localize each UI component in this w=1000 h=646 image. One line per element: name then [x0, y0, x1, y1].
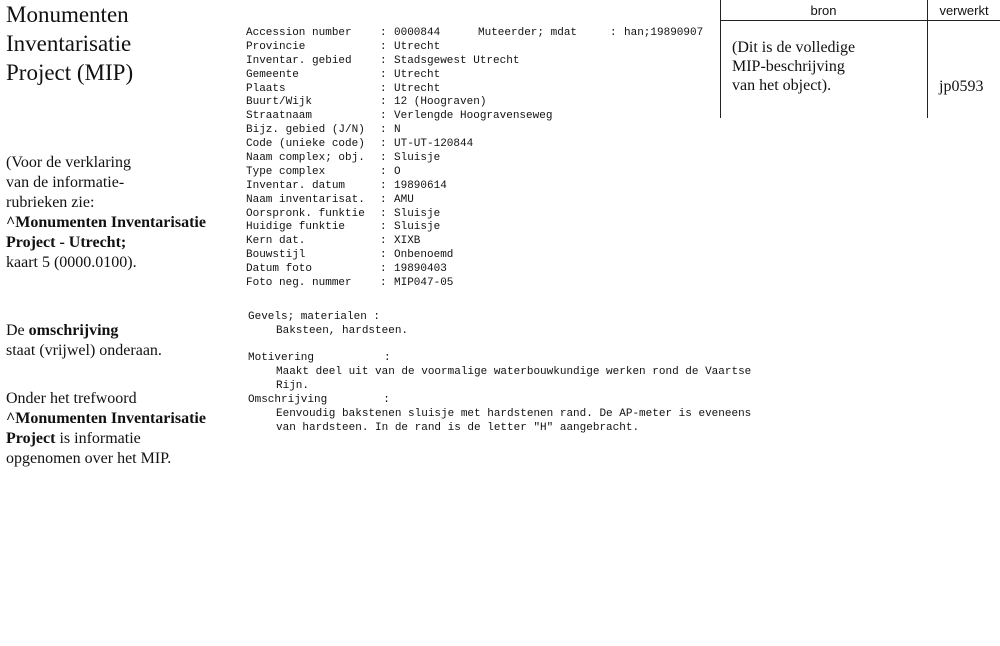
keyword-line: Onder het trefwoord	[6, 390, 137, 407]
field-label: Foto neg. nummer	[246, 277, 352, 290]
omschrijving-section	[248, 393, 751, 435]
bron-line: van het object).	[732, 77, 832, 94]
field-label: Straatnaam	[246, 110, 313, 123]
field-value: Sluisje	[394, 221, 441, 234]
omschrijving-line: Eenvoudig bakstenen sluisje met hardstenen rand. De AP-meter is eveneens	[276, 408, 752, 420]
field-value: Onbenoemd	[394, 249, 454, 262]
table-divider	[720, 20, 1000, 21]
motivering-line: Rijn.	[276, 380, 310, 392]
intro-card: kaart 5 (0000.0100).	[6, 254, 137, 271]
field-colon: :	[380, 179, 387, 192]
field-value: XIXB	[394, 235, 421, 248]
field-colon: :	[380, 193, 387, 206]
left-column	[6, 0, 234, 87]
field-value: Sluisje	[394, 152, 441, 165]
field-colon: :	[380, 277, 387, 290]
keyword-note	[6, 389, 236, 469]
field-value: UT-UT-120844	[394, 138, 474, 151]
gevels-text: Baksteen, hardsteen.	[276, 325, 409, 337]
field-value: Utrecht	[394, 40, 441, 53]
field-value: MIP047-05	[394, 277, 454, 290]
field-value: 19890614	[394, 179, 447, 192]
field-label: Naam complex; obj.	[246, 152, 365, 165]
header-bron: bron	[810, 3, 837, 18]
motivering-line: Maakt deel uit van de voormalige waterbouwkundige werken rond de Vaartse	[276, 366, 752, 378]
field-value: Verlengde Hoogravenseweg	[394, 110, 553, 123]
field-value: Stadsgewest Utrecht	[394, 54, 520, 67]
field-label: Muteerder; mdat	[478, 27, 578, 39]
keyword-line	[6, 429, 236, 449]
gevels-section	[248, 310, 408, 338]
field-colon: :	[380, 54, 387, 67]
field-label: Buurt/Wijk	[246, 96, 313, 109]
bron-line: MIP-beschrijving	[732, 58, 845, 75]
field-label: Kern dat.	[246, 235, 306, 248]
omschrijving-label: Omschrijving	[248, 394, 328, 406]
field-label: Accession number	[246, 27, 352, 39]
intro-note	[6, 153, 236, 273]
field-label: Provincie	[246, 40, 306, 53]
field-colon: :	[380, 96, 387, 109]
field-label: Huidige funktie	[246, 221, 346, 234]
page-title	[6, 0, 234, 87]
intro-line: (Voor de verklaring	[6, 154, 131, 171]
verwerkt-value: jp0593	[939, 78, 984, 95]
field-colon: :	[380, 110, 387, 123]
intro-line: rubrieken zie:	[6, 194, 95, 211]
field-colon: :	[380, 124, 387, 137]
keyword-line: opgenomen over het MIP.	[6, 450, 172, 467]
title-line: Monumenten	[6, 2, 129, 27]
field-colon: :	[380, 40, 387, 53]
field-label: Type complex	[246, 165, 326, 178]
intro-line: van de informatie-	[6, 174, 125, 191]
description-rest: staat (vrijwel) onderaan.	[6, 342, 162, 359]
title-line: Project (MIP)	[6, 60, 134, 85]
field-label: Plaats	[246, 82, 286, 95]
motivering-section	[248, 351, 751, 393]
intro-reference: ^Monumenten Inventarisatie	[6, 214, 206, 231]
field-colon: :	[380, 249, 387, 262]
field-label: Inventar. datum	[246, 179, 346, 192]
field-value: O	[394, 165, 401, 178]
omschrijving-colon: :	[383, 394, 390, 406]
field-value: 12 (Hoograven)	[394, 96, 487, 109]
field-value: Utrecht	[394, 68, 441, 81]
field-colon: :	[380, 221, 387, 234]
field-value: AMU	[394, 193, 414, 206]
field-label: Bijz. gebied (J/N)	[246, 124, 365, 137]
field-value: N	[394, 124, 401, 137]
field-colon: :	[380, 235, 387, 248]
bron-line: (Dit is de volledige	[732, 39, 856, 56]
keyword-rest: is informatie	[55, 430, 141, 447]
field-label: Gemeente	[246, 68, 299, 81]
title-line: Inventarisatie	[6, 31, 132, 56]
field-label: Naam inventarisat.	[246, 193, 365, 206]
motivering-label: Motivering	[248, 352, 315, 364]
field-value: 0000844	[394, 27, 441, 39]
bron-note	[732, 38, 855, 95]
motivering-colon: :	[384, 352, 391, 364]
field-value: han;19890907	[624, 27, 704, 39]
description-note	[6, 321, 236, 361]
gevels-label: Gevels; materialen :	[248, 311, 381, 323]
field-colon: :	[380, 263, 387, 276]
keyword-reference: Project	[6, 430, 56, 447]
field-value: 19890403	[394, 263, 447, 276]
field-label: Oorspronk. funktie	[246, 207, 365, 220]
field-label: Bouwstijl	[246, 249, 306, 262]
omschrijving-line: van hardsteen. In de rand is de letter "H" aangebracht.	[276, 422, 640, 434]
source-table	[720, 0, 1000, 118]
field-value: Utrecht	[394, 82, 441, 95]
intro-reference: Project - Utrecht;	[6, 234, 127, 251]
description-line	[6, 321, 236, 341]
field-colon: :	[380, 68, 387, 81]
field-colon: :	[380, 165, 387, 178]
header-verwerkt: verwerkt	[939, 3, 989, 18]
field-colon: :	[380, 82, 387, 95]
field-colon: :	[610, 27, 617, 39]
field-value: Sluisje	[394, 207, 441, 220]
keyword-reference: ^Monumenten Inventarisatie	[6, 410, 206, 427]
field-colon: :	[380, 207, 387, 220]
motivering-header	[248, 351, 751, 365]
field-label: Code (unieke code)	[246, 138, 365, 151]
field-colon: :	[380, 152, 387, 165]
description-keyword: omschrijving	[28, 322, 119, 339]
field-colon: :	[380, 27, 387, 39]
field-colon: :	[380, 138, 387, 151]
omschrijving-header	[248, 393, 751, 407]
description-prefix: De	[6, 322, 29, 339]
field-label: Inventar. gebied	[246, 54, 352, 67]
field-label: Datum foto	[246, 263, 313, 276]
